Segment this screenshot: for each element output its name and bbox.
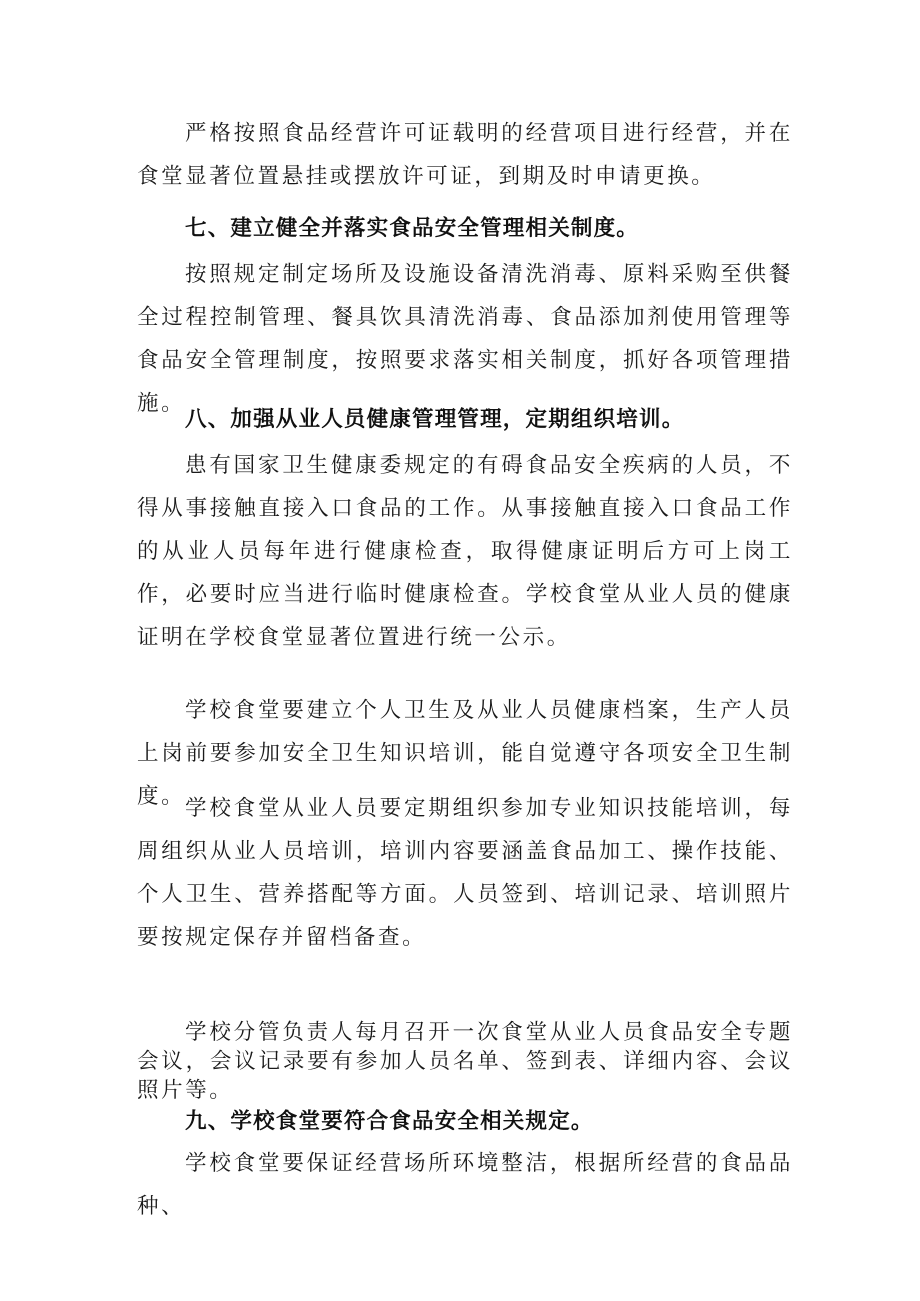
paragraph-health-records: 学校食堂要建立个人卫生及从业人员健康档案，生产人员上岗前要参加安全卫生知识培训，能自觉遵守各项安全卫生制度。 [137, 698, 793, 809]
paragraph-environment: 学校食堂要保证经营场所环境整洁，根据所经营的食品品种、 [137, 1151, 793, 1219]
paragraph-monthly-meeting: 学校分管负责人每月召开一次食堂从业人员食品安全专题会议，会议记录要有参加人员名单、签到表、详细内容、会议照片等。 [137, 1020, 793, 1103]
paragraph-health-checks: 患有国家卫生健康委规定的有碍食品安全疾病的人员，不得从事接触直接入口食品的工作。从事接触直接入口食品工作的从业人员每年进行健康检查，取得健康证明后方可上岗工作，必要时应当进行临时健康检查。学校食堂从业人员的健康证明在学校食堂显著位置进行统一公示。 [137, 453, 793, 650]
heading-section-9: 九、学校食堂要符合食品安全相关规定。 [185, 1109, 594, 1134]
paragraph-management-systems: 按照规定制定场所及设施设备清洗消毒、原料采购至供餐全过程控制管理、餐具饮具清洗消毒、食品添加剂使用管理等食品安全管理制度，按照要求落实相关制度，抓好各项管理措施。 [137, 262, 793, 416]
paragraph-license-display: 严格按照食品经营许可证载明的经营项目进行经营，并在食堂显著位置悬挂或摆放许可证，到期及时申请更换。 [137, 121, 793, 189]
paragraph-weekly-training: 学校食堂从业人员要定期组织参加专业知识技能培训，每周组织从业人员培训，培训内容要涵盖食品加工、操作技能、个人卫生、营养搭配等方面。人员签到、培训记录、培训照片要按规定保存并留档备查。 [137, 796, 793, 950]
heading-section-7: 七、建立健全并落实食品安全管理相关制度。 [185, 216, 640, 241]
heading-section-8: 八、加强从业人员健康管理管理，定期组织培训。 [185, 407, 685, 432]
